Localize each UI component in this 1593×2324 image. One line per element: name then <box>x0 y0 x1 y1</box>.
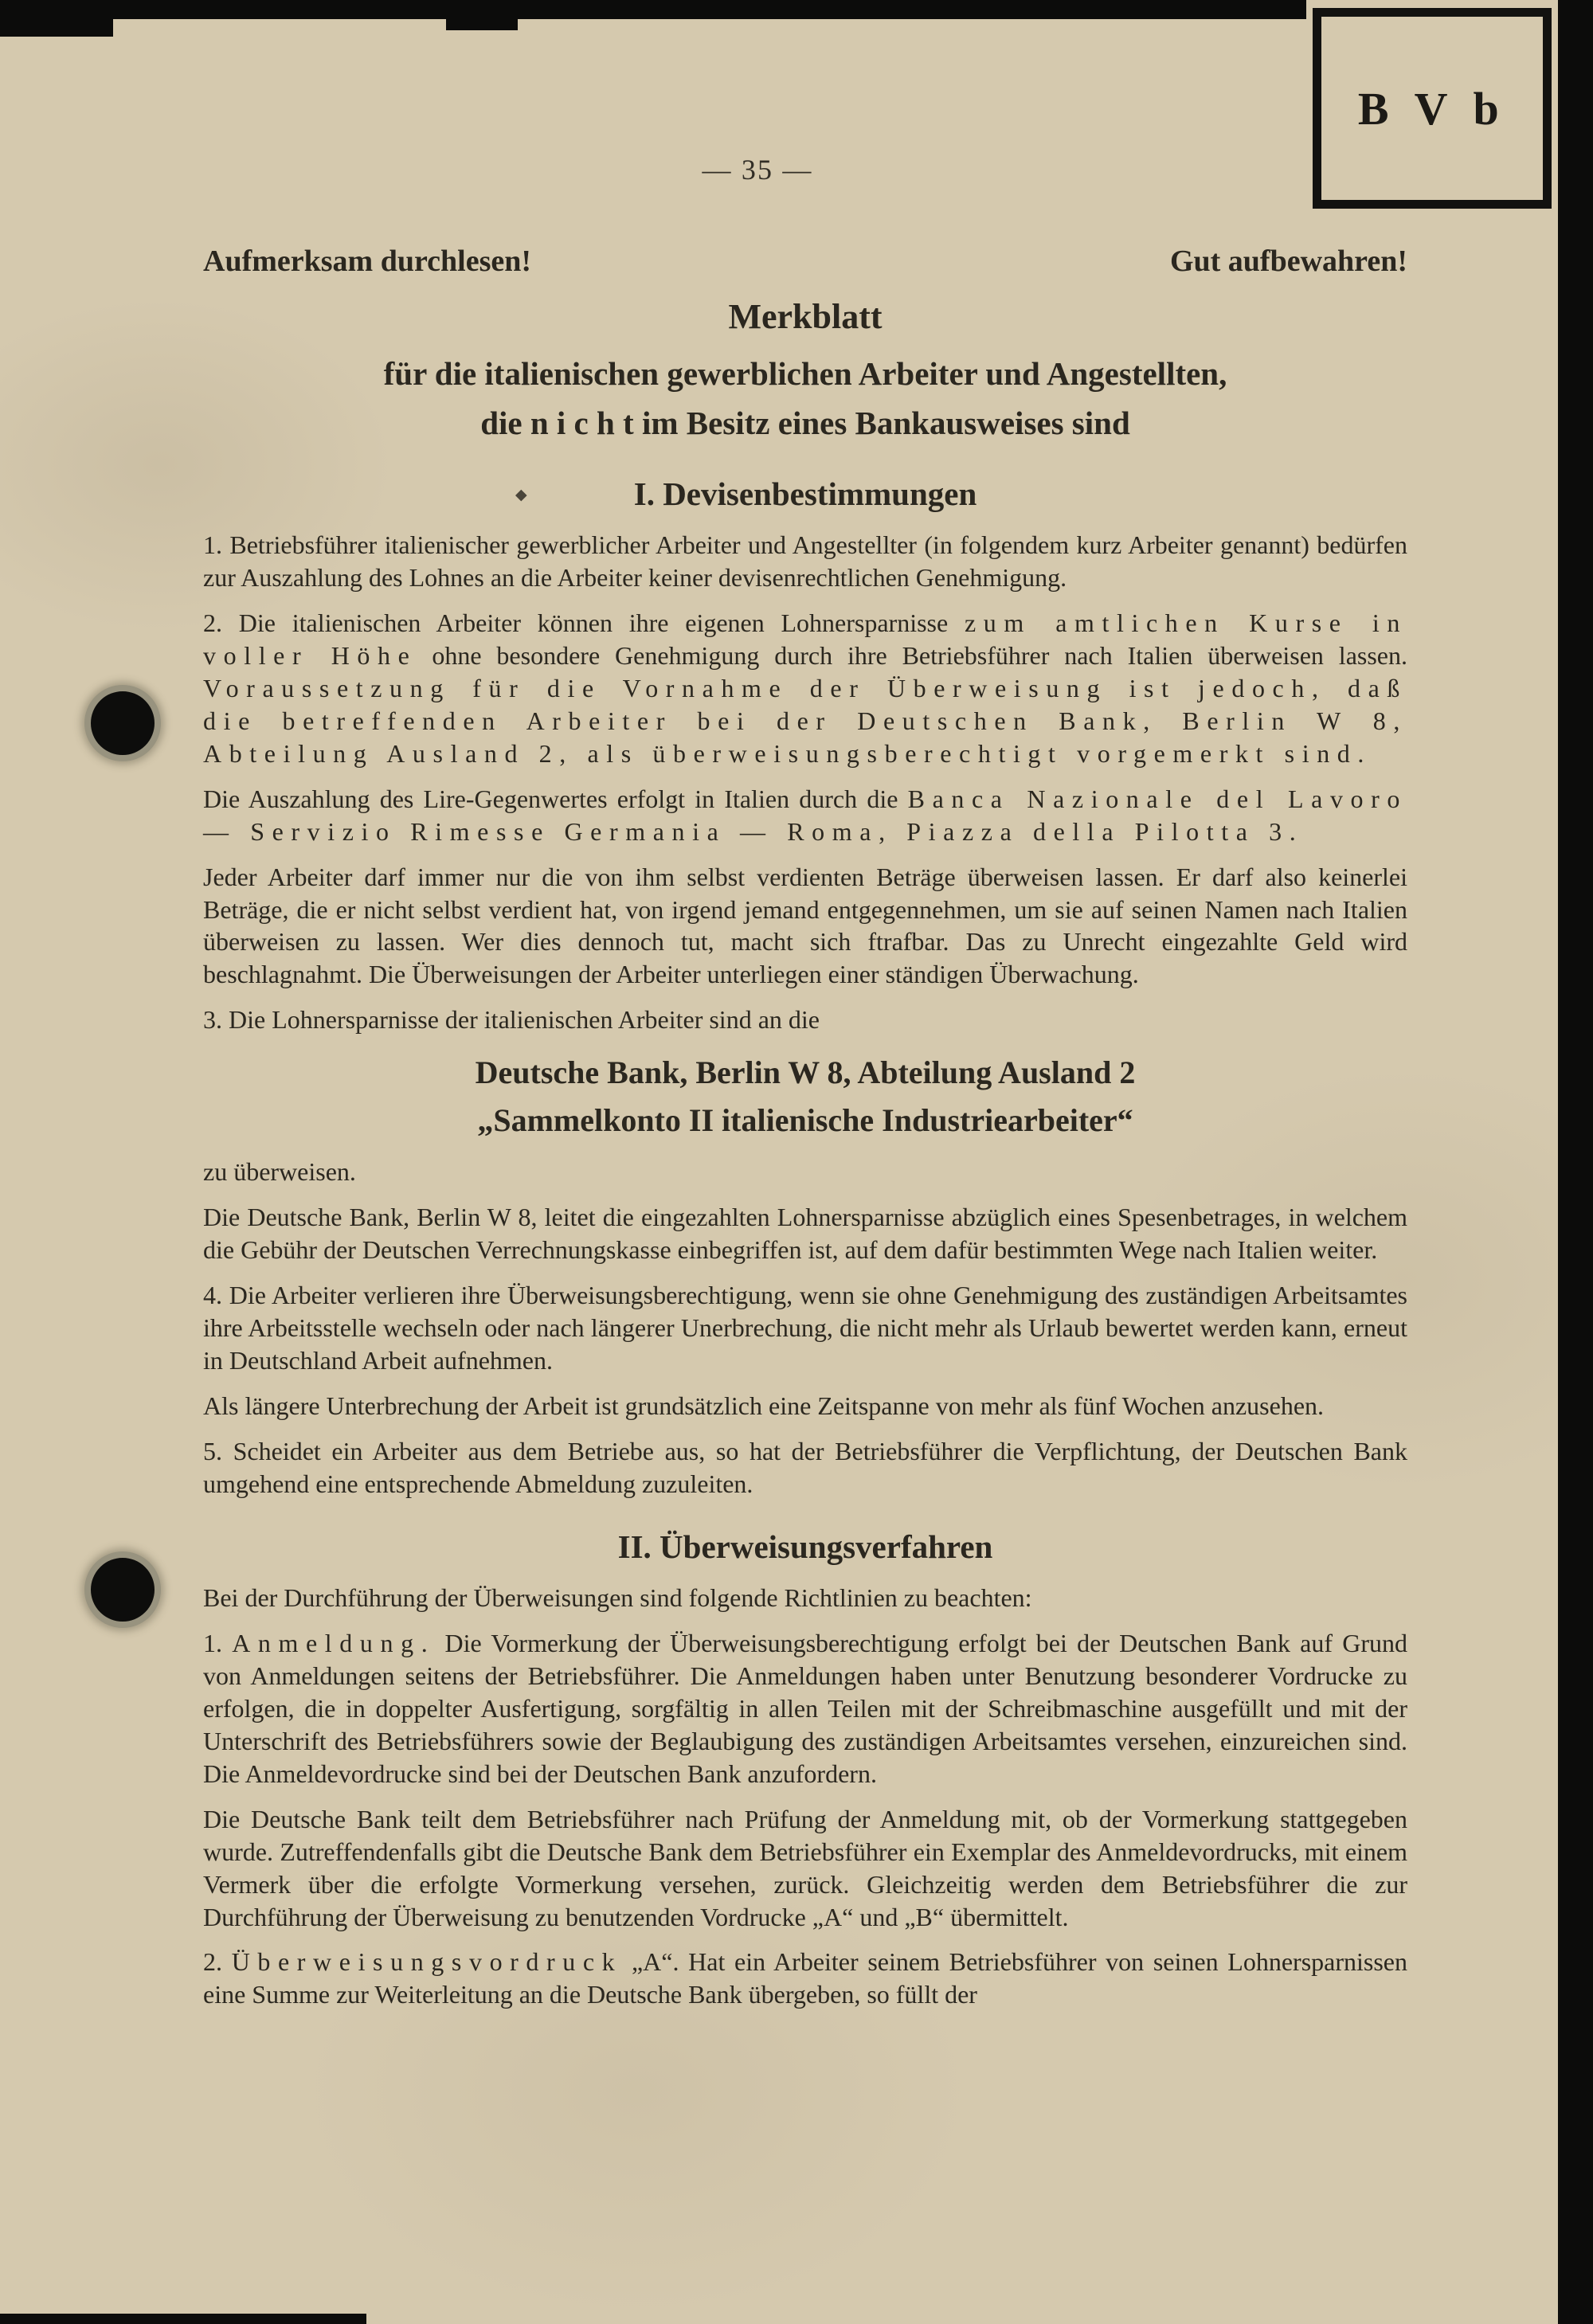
document-page <box>203 153 1407 2024</box>
paragraph <box>203 783 1407 848</box>
bank-address-line: Deutsche Bank, Berlin W 8, Abteilung Ausland 2 <box>475 1054 1136 1091</box>
body-text: 3. Die Lohnersparnisse der italienischen Arbeiter sind an die <box>203 1005 820 1035</box>
section-heading <box>203 475 1407 513</box>
paragraph <box>203 1279 1407 1377</box>
scan-artifact-right-bar <box>1558 0 1593 2324</box>
section-heading-text: I. Devisenbestimmungen <box>633 475 977 512</box>
hole-punch-top <box>84 685 161 761</box>
body-text: 1. <box>203 1628 233 1657</box>
body-text: 2. <box>203 1947 232 1977</box>
paragraph <box>203 1946 1407 2011</box>
spaced-text: Banca Nazionale del Lavoro — Servizio Rimesse Germania — Roma, Piazza della Pilotta 3. <box>203 784 1408 846</box>
spaced-text: Anmeldung. <box>232 1628 436 1657</box>
body-text: 2. Die italienischen Arbeiter können ihre eigenen Lohnersparnisse <box>203 608 965 637</box>
body-text: 4. Die Arbeiter verlieren ihre Überweisungsberechtigung, wenn sie ohne Genehmigung des zuständigen Arbeitsamtes ihre Arbeitsstelle wechseln oder nach längerer Unerbrechung, die nicht mehr als Urlaub bewertet werden kann, erneut in Deutschland Arbeit aufnehmen. <box>203 1281 1407 1375</box>
diamond-icon: ◆ <box>515 487 527 503</box>
body-text: Die Vormerkung der Überweisungsberechtigung erfolgt bei der Deutschen Bank auf Grund von Anmeldungen seitens der Betriebsführer. Die Anmeldungen haben unter Benutzung besonderer Vordrucke zu erfolgen, die in doppelter Ausfertigung, sorgfältig in allen Teilen mit der Schreibmaschine ausgefüllt und mit der Unterschrift des Betriebsführers sowie der Beglaubigung des zuständigen Arbeitsamtes versehen, einzureichen sind. Die Anmeldevordrucke sind bei der Deutschen Bank anzufordern. <box>203 1628 1408 1788</box>
body-text: zu überweisen. <box>203 1157 356 1187</box>
paragraph <box>203 1201 1407 1266</box>
bank-address-line: „Sammelkonto II italienische Industriearbeiter“ <box>477 1102 1133 1139</box>
keep-note: Gut aufbewahren! <box>1169 245 1407 278</box>
body-text: Die Deutsche Bank, Berlin W 8, leitet die eingezahlten Lohnersparnisse abzüglich eines Spesenbetrages, in welchem die Gebühr der Deutschen Verrechnungskasse einbegriffen ist, auf dem dafür bestimmten Wege nach Italien weiter. <box>203 1203 1407 1265</box>
document-subtitle-line2: die n i c h t im Besitz eines Bankausweises sind <box>480 404 1130 441</box>
section-heading <box>203 1528 1407 1566</box>
body-text: Jeder Arbeiter darf immer nur die von ihm selbst verdienten Beträge überweisen lassen. Er darf also keinerlei Beträge, die er nicht selbst verdient hat, von irgend jemand entgegennehmen, um sie auf seinen Namen nach Italien überweisen zu lassen. Wer dies dennoch tut, macht sich ftrafbar. Das zu Unrecht eingezahlte Geld wird beschlagnahmt. Die Überweisungen der Arbeiter unterliegen einer ständigen Überwachung. <box>203 862 1407 989</box>
scan-artifact-top-notch <box>446 0 518 30</box>
body-text: ohne besondere Genehmigung durch ihre Betriebsführer nach Italien überweisen lassen. <box>417 640 1408 670</box>
paragraph <box>203 1435 1407 1500</box>
paragraph <box>203 1803 1407 1934</box>
notes-row <box>203 244 1407 279</box>
scan-artifact-top-bar <box>0 0 1306 19</box>
body-text: 1. Betriebsführer italienischer gewerblicher Arbeiter und Angestellter (in folgendem kurz Arbeiter genannt) bedürfen zur Auszahlung des Lohnes an die Arbeiter keiner devisenrechtlichen Genehmigung. <box>203 530 1407 592</box>
body-content <box>203 475 1407 2011</box>
paragraph <box>203 529 1407 594</box>
body-text: Die Auszahlung des Lire-Gegenwertes erfolgt in Italien durch die <box>203 784 908 813</box>
paragraph <box>203 861 1407 992</box>
page-number: — 35 — <box>702 154 813 186</box>
paragraph <box>203 1582 1407 1614</box>
read-note: Aufmerksam durchlesen! <box>203 245 532 278</box>
document-subtitle-line1: für die italienischen gewerblichen Arbeiter und Angestellten, <box>383 355 1227 392</box>
body-text: Die Deutsche Bank teilt dem Betriebsführer nach Prüfung der Anmeldung mit, ob der Vormerkung stattgegeben wurde. Zutreffendenfalls gibt die Deutsche Bank dem Betriebsführer ein Exemplar des Anmeldevordrucks, mit einem Vermerk über die erfolgte Vormerkung versehen, zurück. Gleichzeitig werden dem Betriebsführer die zur Durchführung der Überweisung zu benutzenden Vordrucke „A“ und „B“ übermittelt. <box>203 1804 1407 1931</box>
body-text: Als längere Unterbrechung der Arbeit ist grundsätzlich eine Zeitspanne von mehr als fünf Wochen anzusehen. <box>203 1391 1325 1421</box>
body-text: „A“. Hat ein Arbeiter seinem Betriebsführer von seinen Lohnersparnissen eine Summe zur Weiterleitung an die Deutsche Bank übergeben, so füllt der <box>203 1947 1408 2009</box>
body-text: 5. Scheidet ein Arbeiter aus dem Betriebe aus, so hat der Betriebsführer die Verpflichtung, der Deutschen Bank umgehend eine entsprechende Abmeldung zuzuleiten. <box>203 1437 1407 1498</box>
paragraph <box>203 1390 1407 1422</box>
body-text: Bei der Durchführung der Überweisungen sind folgende Richtlinien zu beachten: <box>203 1583 1032 1612</box>
spaced-text: Überweisungsvordruck <box>231 1947 623 1977</box>
paragraph <box>203 1156 1407 1188</box>
hole-punch-bottom <box>84 1551 161 1628</box>
bank-address-block <box>203 1049 1407 1144</box>
section-heading-text: II. Überweisungsverfahren <box>617 1528 993 1565</box>
scan-artifact-bottom-bar <box>0 2314 366 2324</box>
paragraph <box>203 1004 1407 1036</box>
spaced-text: Voraussetzung für die Vornahme der Überweisung ist jedoch, daß die betreffenden Arbeiter bei der Deutschen Bank, Berlin W 8, Abteilung Ausland 2, als überweisungsberechtigt vorgemerkt sind. <box>203 673 1407 768</box>
paragraph <box>203 1627 1407 1790</box>
stamp-label: B V b <box>1357 82 1507 135</box>
scan-artifact-corner-patch <box>0 0 113 37</box>
spaced-text: zum amtlichen Kurse in voller Höhe <box>203 608 1408 670</box>
paragraph <box>203 607 1407 770</box>
document-title: Merkblatt <box>728 297 883 336</box>
